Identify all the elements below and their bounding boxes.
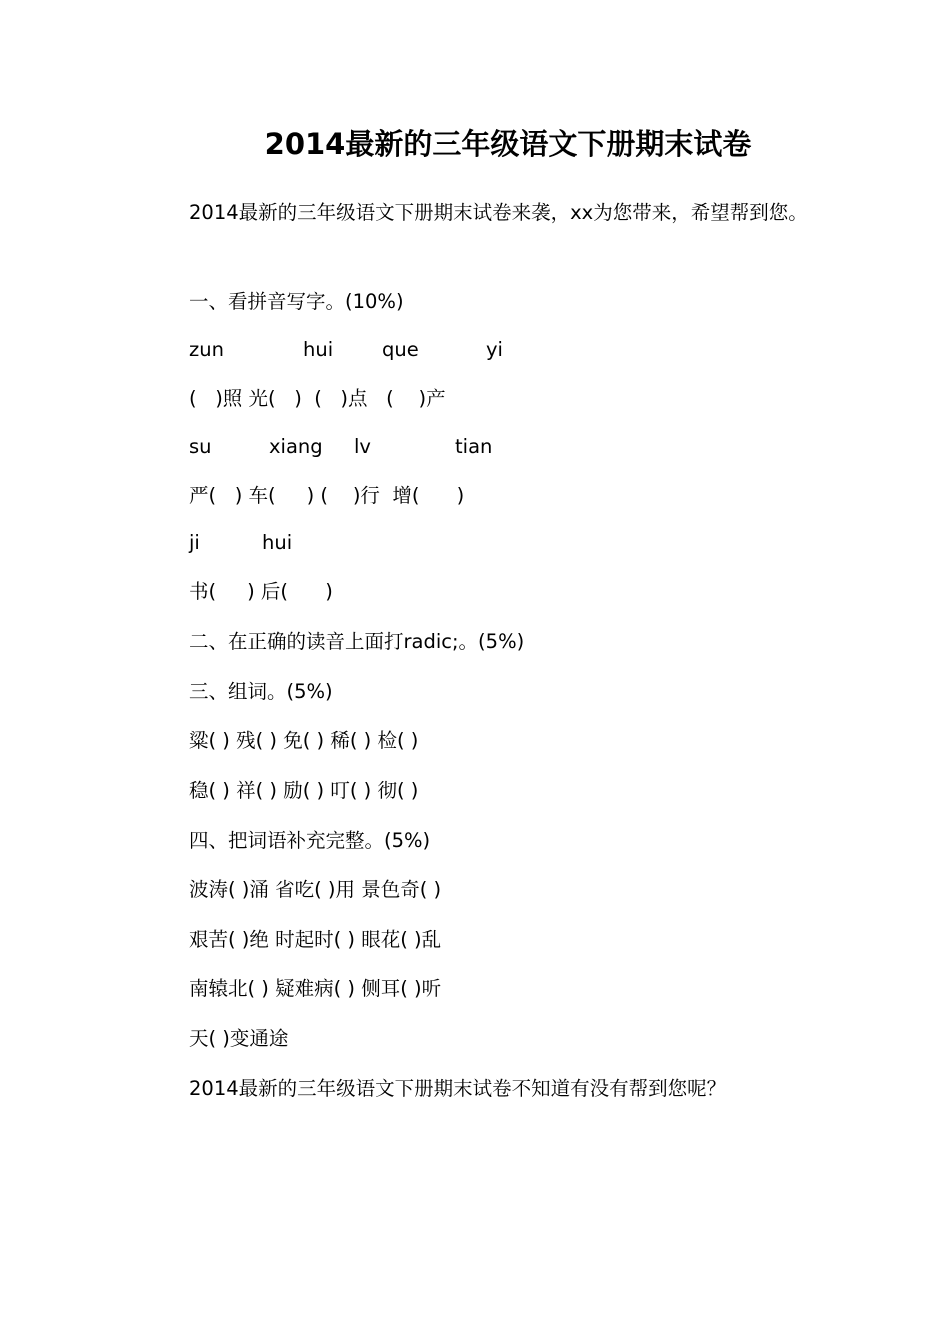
pinyin-que: que <box>382 338 419 361</box>
document-title: 2014最新的三年级语文下册期末试卷 <box>264 127 752 161</box>
intro-paragraph: 2014最新的三年级语文下册期末试卷来袭，xx为您带来，希望帮到您。 <box>189 201 808 224</box>
pinyin-yi: yi <box>486 338 503 361</box>
pinyin-su: su <box>189 435 212 458</box>
section2-heading: 二、在正确的读音上面打radic;。(5%) <box>189 630 525 653</box>
idiom-row-4: 天( )变通途 <box>189 1027 289 1050</box>
pinyin-tian: tian <box>455 435 493 458</box>
pinyin-hui: hui <box>303 338 334 361</box>
char-blanks-row-2: 严( ) 车( ) ( )行 增( ) <box>189 484 465 507</box>
idiom-row-2: 艰苦( )绝 时起时( ) 眼花( )乱 <box>189 928 442 951</box>
pinyin-ji: ji <box>189 531 200 554</box>
pinyin-hui-2: hui <box>262 531 293 554</box>
pinyin-lv: lv <box>354 435 371 458</box>
word-group-row-2: 稳( ) 祥( ) 励( ) 叮( ) 彻( ) <box>189 779 419 802</box>
pinyin-zun: zun <box>189 338 224 361</box>
char-blanks-row-1: ( )照 光( ) ( )点 ( )产 <box>189 387 446 410</box>
word-group-row-1: 粱( ) 残( ) 免( ) 稀( ) 检( ) <box>189 729 419 752</box>
idiom-row-3: 南辕北( ) 疑难病( ) 侧耳( )听 <box>189 977 442 1000</box>
section1-heading: 一、看拼音写字。(10%) <box>189 290 404 313</box>
char-blanks-row-3: 书( ) 后( ) <box>189 580 333 603</box>
section4-heading: 四、把词语补充完整。(5%) <box>189 829 431 852</box>
idiom-row-1: 波涛( )涌 省吃( )用 景色奇( ) <box>189 878 442 901</box>
closing-paragraph: 2014最新的三年级语文下册期末试卷不知道有没有帮到您呢？ <box>189 1077 727 1100</box>
pinyin-xiang: xiang <box>269 435 323 458</box>
section3-heading: 三、组词。(5%) <box>189 680 333 703</box>
